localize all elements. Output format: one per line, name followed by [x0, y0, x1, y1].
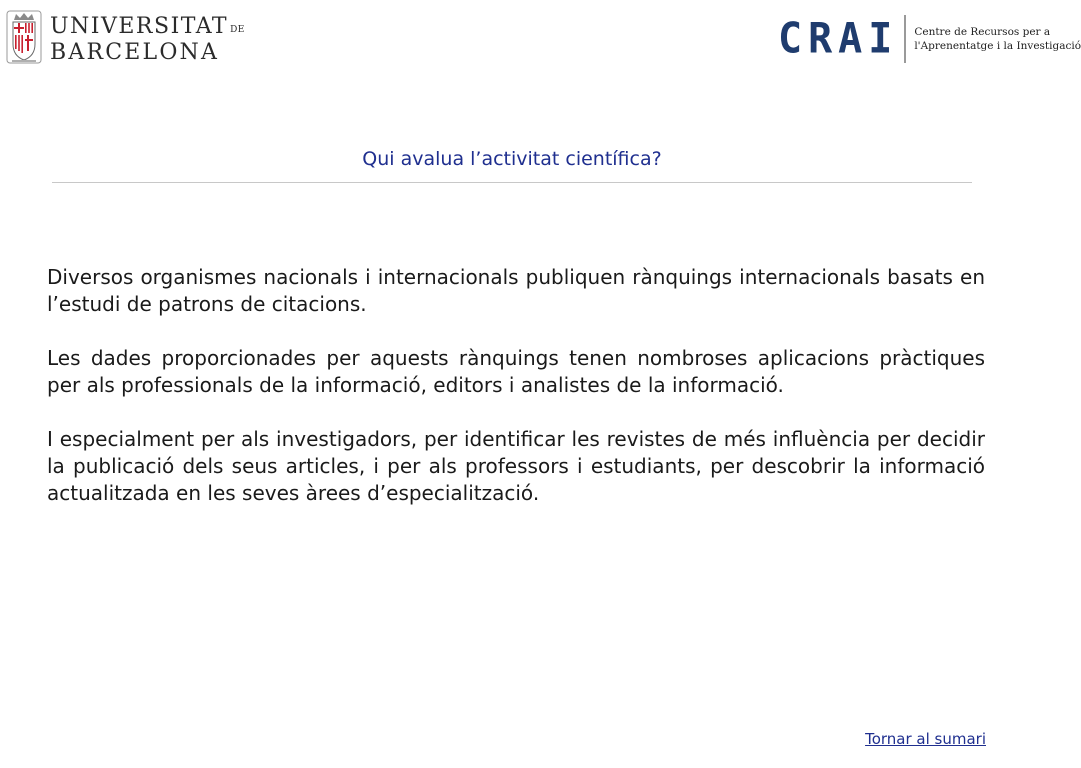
crai-tagline-line2: l'Aprenentatge i la Investigació: [914, 40, 1081, 52]
university-name-suffix: DE: [230, 25, 245, 35]
title-divider: [52, 182, 972, 183]
back-to-summary-link[interactable]: Tornar al sumari: [865, 730, 986, 748]
crai-divider: [904, 15, 906, 63]
university-name-line2: BARCELONA: [50, 40, 220, 65]
crai-tagline-line1: Centre de Recursos per a: [914, 26, 1051, 38]
crai-tagline: [914, 25, 1081, 53]
body-paragraph: I especialment per als investigadors, per identificar les revistes de més influència per decidir la publicació dels seus articles, i per als professors i estudiants, per descobrir la informació actualitzada en les seves àrees d’especialització.: [47, 427, 985, 505]
university-seal-icon: [6, 10, 42, 64]
crai-logo: [778, 14, 1081, 64]
slide-title: Qui avalua l’activitat científica?: [362, 148, 662, 170]
body-paragraph: Les dades proporcionades per aquests rànquings tenen nombroses aplicacions pràctiques per als professionals de la informació, editors i analistes de la informació.: [47, 346, 985, 397]
university-logo: [6, 10, 245, 66]
university-name-line1: UNIVERSITAT: [50, 14, 229, 39]
body-paragraph: Diversos organismes nacionals i internacionals publiquen rànquings internacionals basats en l’estudi de patrons de citacions.: [47, 265, 985, 316]
university-wordmark: [50, 16, 245, 64]
crai-wordmark: CRAI: [778, 14, 899, 64]
slide-body: [47, 264, 985, 534]
